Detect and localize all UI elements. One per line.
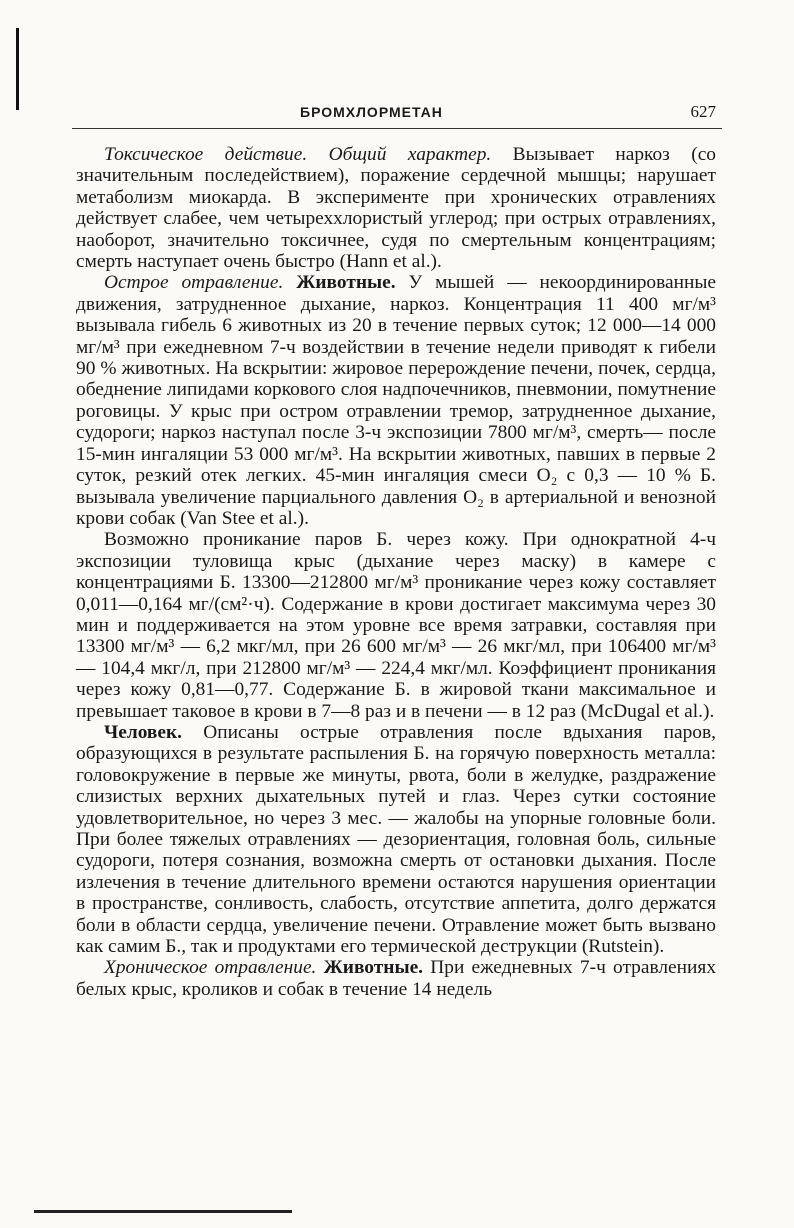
paragraph-text: При ежедневных 7-ч отравлениях белых крыс, кроликов и собак в течение 14 недель: [76, 957, 717, 1000]
section-heading: Острое отравление.: [104, 272, 284, 294]
paragraph-text: Описаны острые отравления после вдыхания паров, образующихся в результате распыления Б. на горячую поверхность металла: головокружение в первые же минуты, рвота, боли в желудке, раздражение слизистых верхних дыхательных путей и глаз. Через сутки состояние удовлетворительное, но через 3 мес. — жалобы на упорные головные боли. При более тяжелых отравлениях — дезориентация, головная боль, сильные судороги, потеря сознания, возможна смерть от остановки дыхания. После излечения в течение длительного времени остаются нарушения ориентации в пространстве, сонливость, слабость, отсутствие аппетита, долго держатся боли в области сердца, увеличение печени. Отравление может быть вызвано как самим Б., так и продуктами его термической деструкции (Rutstein).: [76, 721, 716, 958]
paragraph-chronic-poisoning: [76, 957, 716, 1000]
section-heading: Токсическое действие. Общий характер.: [104, 144, 492, 165]
paragraph-skin-penetration: [76, 529, 716, 722]
page-body: [76, 144, 716, 1000]
subsection-heading: Животные.: [316, 957, 424, 979]
section-heading: Хроническое отравление.: [104, 957, 317, 979]
scan-edge-mark-bottom: [34, 1210, 292, 1213]
paragraph-acute-poisoning: [76, 272, 716, 529]
paragraph-toxic-action: [76, 144, 716, 272]
scan-edge-mark: [16, 28, 19, 110]
subsection-heading: Животные.: [283, 272, 396, 294]
page-header: [72, 102, 722, 129]
paragraph-text: У мышей — некоординированные движения, затрудненное дыхание, наркоз. Концентрация 11 400 мг/м³ вызывала гибель 6 животных из 20 в течение первых суток; 12 000—14 000 мг/м³ при ежедневном 7-ч воздействии в течение недели приводят к гибели 90 % животных. На вскрытии: жировое перерождение печени, почек, сердца, обеднение липидами коркового слоя надпочечников, пневмонии, помутнение роговицы. У крыс при остром отравлении тремор, затрудненное дыхание, судороги; наркоз наступал после 3-ч экспозиции 7800 мг/м³, смерть— после 15-мин ингаляции 53 000 мг/м³. На вскрытии животных, павших в первые 2 суток, резкий отек легких. 45-мин ингаляция смеси O₂ с 0,3 — 10 % Б. вызывала увеличение парциального давления O₂ в артериальной и венозной крови собак (Van Stee et al.).: [76, 272, 716, 529]
paragraph-text: Вызывает наркоз (со значительным последействием), поражение сердечной мышцы; нарушает метаболизм миокарда. В эксперименте при хронических отравлениях действует слабее, чем четыреххлористый углерод; при острых отравлениях, наоборот, значительно токсичнее, судя по смертельным концентрациям; смерть наступает очень быстро (Hann et al.).: [76, 144, 716, 273]
page-number: 627: [690, 102, 716, 121]
running-title: БРОМХЛОРМЕТАН: [300, 104, 443, 120]
paragraph-text: Возможно проникание паров Б. через кожу. При однократной 4-ч экспозиции туловища крыс (дыхание через маску) в камере с концентрациями Б. 13300—212800 мг/м³ проникание через кожу составляет 0,011—0,164 мг/(см²·ч). Содержание в крови достигает максимума через 30 мин и поддерживается на этом уровне все время затравки, составляя при 13300 мг/м³ — 6,2 мкг/мл, при 26 600 мг/м³ — 26 мкг/мл, при 106400 мг/м³ — 104,4 мкг/л, при 212800 мг/м³ — 224,4 мкг/мл. Коэффициент проникания через кожу 0,81—0,77. Содержание Б. в жировой ткани максимальное и превышает таковое в крови в 7—8 раз и в печени — в 12 раз (McDugal et al.).: [76, 529, 716, 722]
subsection-heading: Человек.: [104, 721, 183, 743]
paragraph-human: [76, 722, 716, 957]
